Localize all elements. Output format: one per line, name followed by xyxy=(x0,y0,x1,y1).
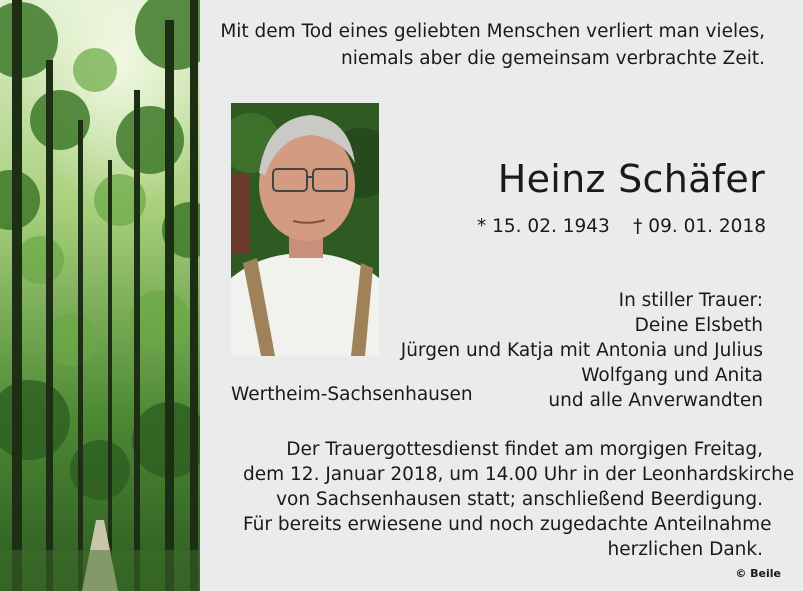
forest-image xyxy=(0,0,200,591)
service-line: dem 12. Januar 2018, um 14.00 Uhr in der Leonhardskirche xyxy=(243,464,795,485)
quote-line: niemals aber die gemeinsam verbrachte Zeit. xyxy=(341,48,765,69)
portrait-photo xyxy=(231,103,379,356)
death-date: † 09. 01. 2018 xyxy=(633,216,766,237)
copyright-credit: © Beile xyxy=(735,567,781,580)
service-line: Für bereits erwiesene und noch zugedachte Anteilnahme xyxy=(243,514,772,535)
place-of-residence: Wertheim-Sachsenhausen xyxy=(231,384,473,405)
mourner-line: Deine Elsbeth xyxy=(634,315,763,336)
service-line: herzlichen Dank. xyxy=(607,539,763,560)
mourner-line: Jürgen und Katja mit Antonia und Julius xyxy=(400,340,763,361)
deceased-name: Heinz Schäfer xyxy=(497,157,765,201)
portrait-illustration xyxy=(231,103,379,356)
service-line: Der Trauergottesdienst findet am morgigen Freitag, xyxy=(286,439,763,460)
mourner-line: und alle Anverwandten xyxy=(548,390,763,411)
service-line: von Sachsenhausen statt; anschließend Beerdigung. xyxy=(276,489,763,510)
funeral-service-info xyxy=(243,437,795,562)
birth-date: * 15. 02. 1943 xyxy=(477,216,610,237)
mourner-line: In stiller Trauer: xyxy=(618,290,763,311)
mourner-line: Wolfgang und Anita xyxy=(581,365,763,386)
forest-illustration xyxy=(0,0,200,591)
memorial-quote xyxy=(210,18,765,72)
quote-line: Mit dem Tod eines geliebten Menschen verliert man vieles, xyxy=(220,21,765,42)
